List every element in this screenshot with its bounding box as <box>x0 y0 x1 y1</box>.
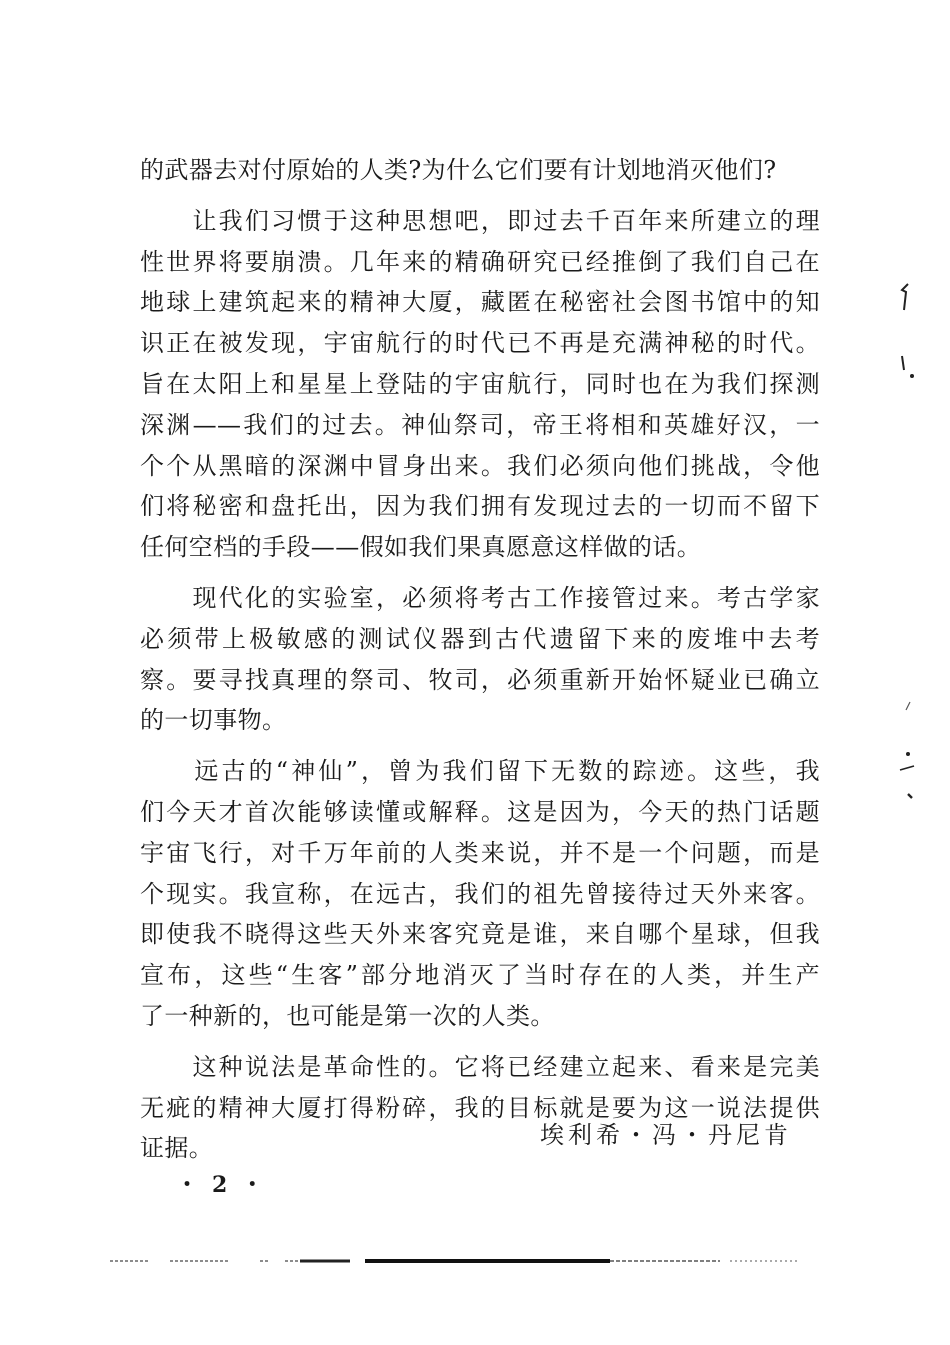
text-line: 现代化的实验室，必须将考古工作接管过来。考古学家 <box>140 583 820 612</box>
text-line: 的武器去对付原始的人类?为什么它们要有计划地消灭他们? <box>140 156 777 184</box>
text-line: 证据。 <box>140 1134 214 1163</box>
text-line: 的一切事物。 <box>140 706 287 735</box>
scan-bottom-rule <box>110 1258 810 1264</box>
author-signature: 埃利希・冯・丹尼肯 <box>540 1121 792 1149</box>
text-line: 必须带上极敏感的测试仪器到古代遗留下来的废堆中去考 <box>140 624 820 653</box>
body-text <box>140 150 820 1169</box>
text-line: 远古的“神仙”，曾为我们留下无数的踪迹。这些，我 <box>140 757 820 786</box>
text-line: 地球上建筑起来的精神大厦，藏匿在秘密社会图书馆中的知 <box>140 288 820 317</box>
scan-margin-marks <box>880 270 930 830</box>
text-line: 旨在太阳上和星星上登陆的宇宙航行，同时也在为我们探测 <box>140 369 820 398</box>
text-line: 宇宙飞行，对千万年前的人类来说，并不是一个问题，而是 <box>140 838 820 867</box>
text-line: 即使我不晓得这些天外来客究竟是谁，来自哪个星球，但我 <box>140 920 820 949</box>
text-line: 宣布，这些“生客”部分地消灭了当时存在的人类，并生产 <box>140 961 820 990</box>
text-line: 无疵的精神大厦打得粉碎，我的目标就是要为这一说法提供 <box>140 1093 820 1122</box>
text-line: 任何空档的手段——假如我们果真愿意这样做的话。 <box>140 533 702 562</box>
text-line: 了一种新的，也可能是第一次的人类。 <box>140 1001 555 1030</box>
page-number: ・2・ <box>176 1172 278 1198</box>
text-line: 们将秘密和盘托出，因为我们拥有发现过去的一切而不留下 <box>140 492 820 521</box>
text-line: 个现实。我宣称，在远古，我们的祖先曾接待过天外来客。 <box>140 879 820 908</box>
text-line: 察。要寻找真理的祭司、牧司，必须重新开始怀疑业已确立 <box>140 665 820 694</box>
text-line: 性世界将要崩溃。几年来的精确研究已经推倒了我们自己在 <box>140 247 820 276</box>
text-line: 们今天才首次能够读懂或解释。这是因为，今天的热门话题 <box>140 797 820 826</box>
text-line: 识正在被发现，宇宙航行的时代已不再是充满神秘的时代。 <box>140 329 820 358</box>
text-line: 深渊——我们的过去。神仙祭司，帝王将相和英雄好汉，一 <box>140 410 820 439</box>
text-line: 个个从黑暗的深渊中冒身出来。我们必须向他们挑战，令他 <box>140 451 820 480</box>
text-line: 让我们习惯于这种思想吧，即过去千百年来所建立的理 <box>140 206 820 235</box>
text-line: 这种说法是革命性的。它将已经建立起来、看来是完美 <box>140 1052 820 1081</box>
